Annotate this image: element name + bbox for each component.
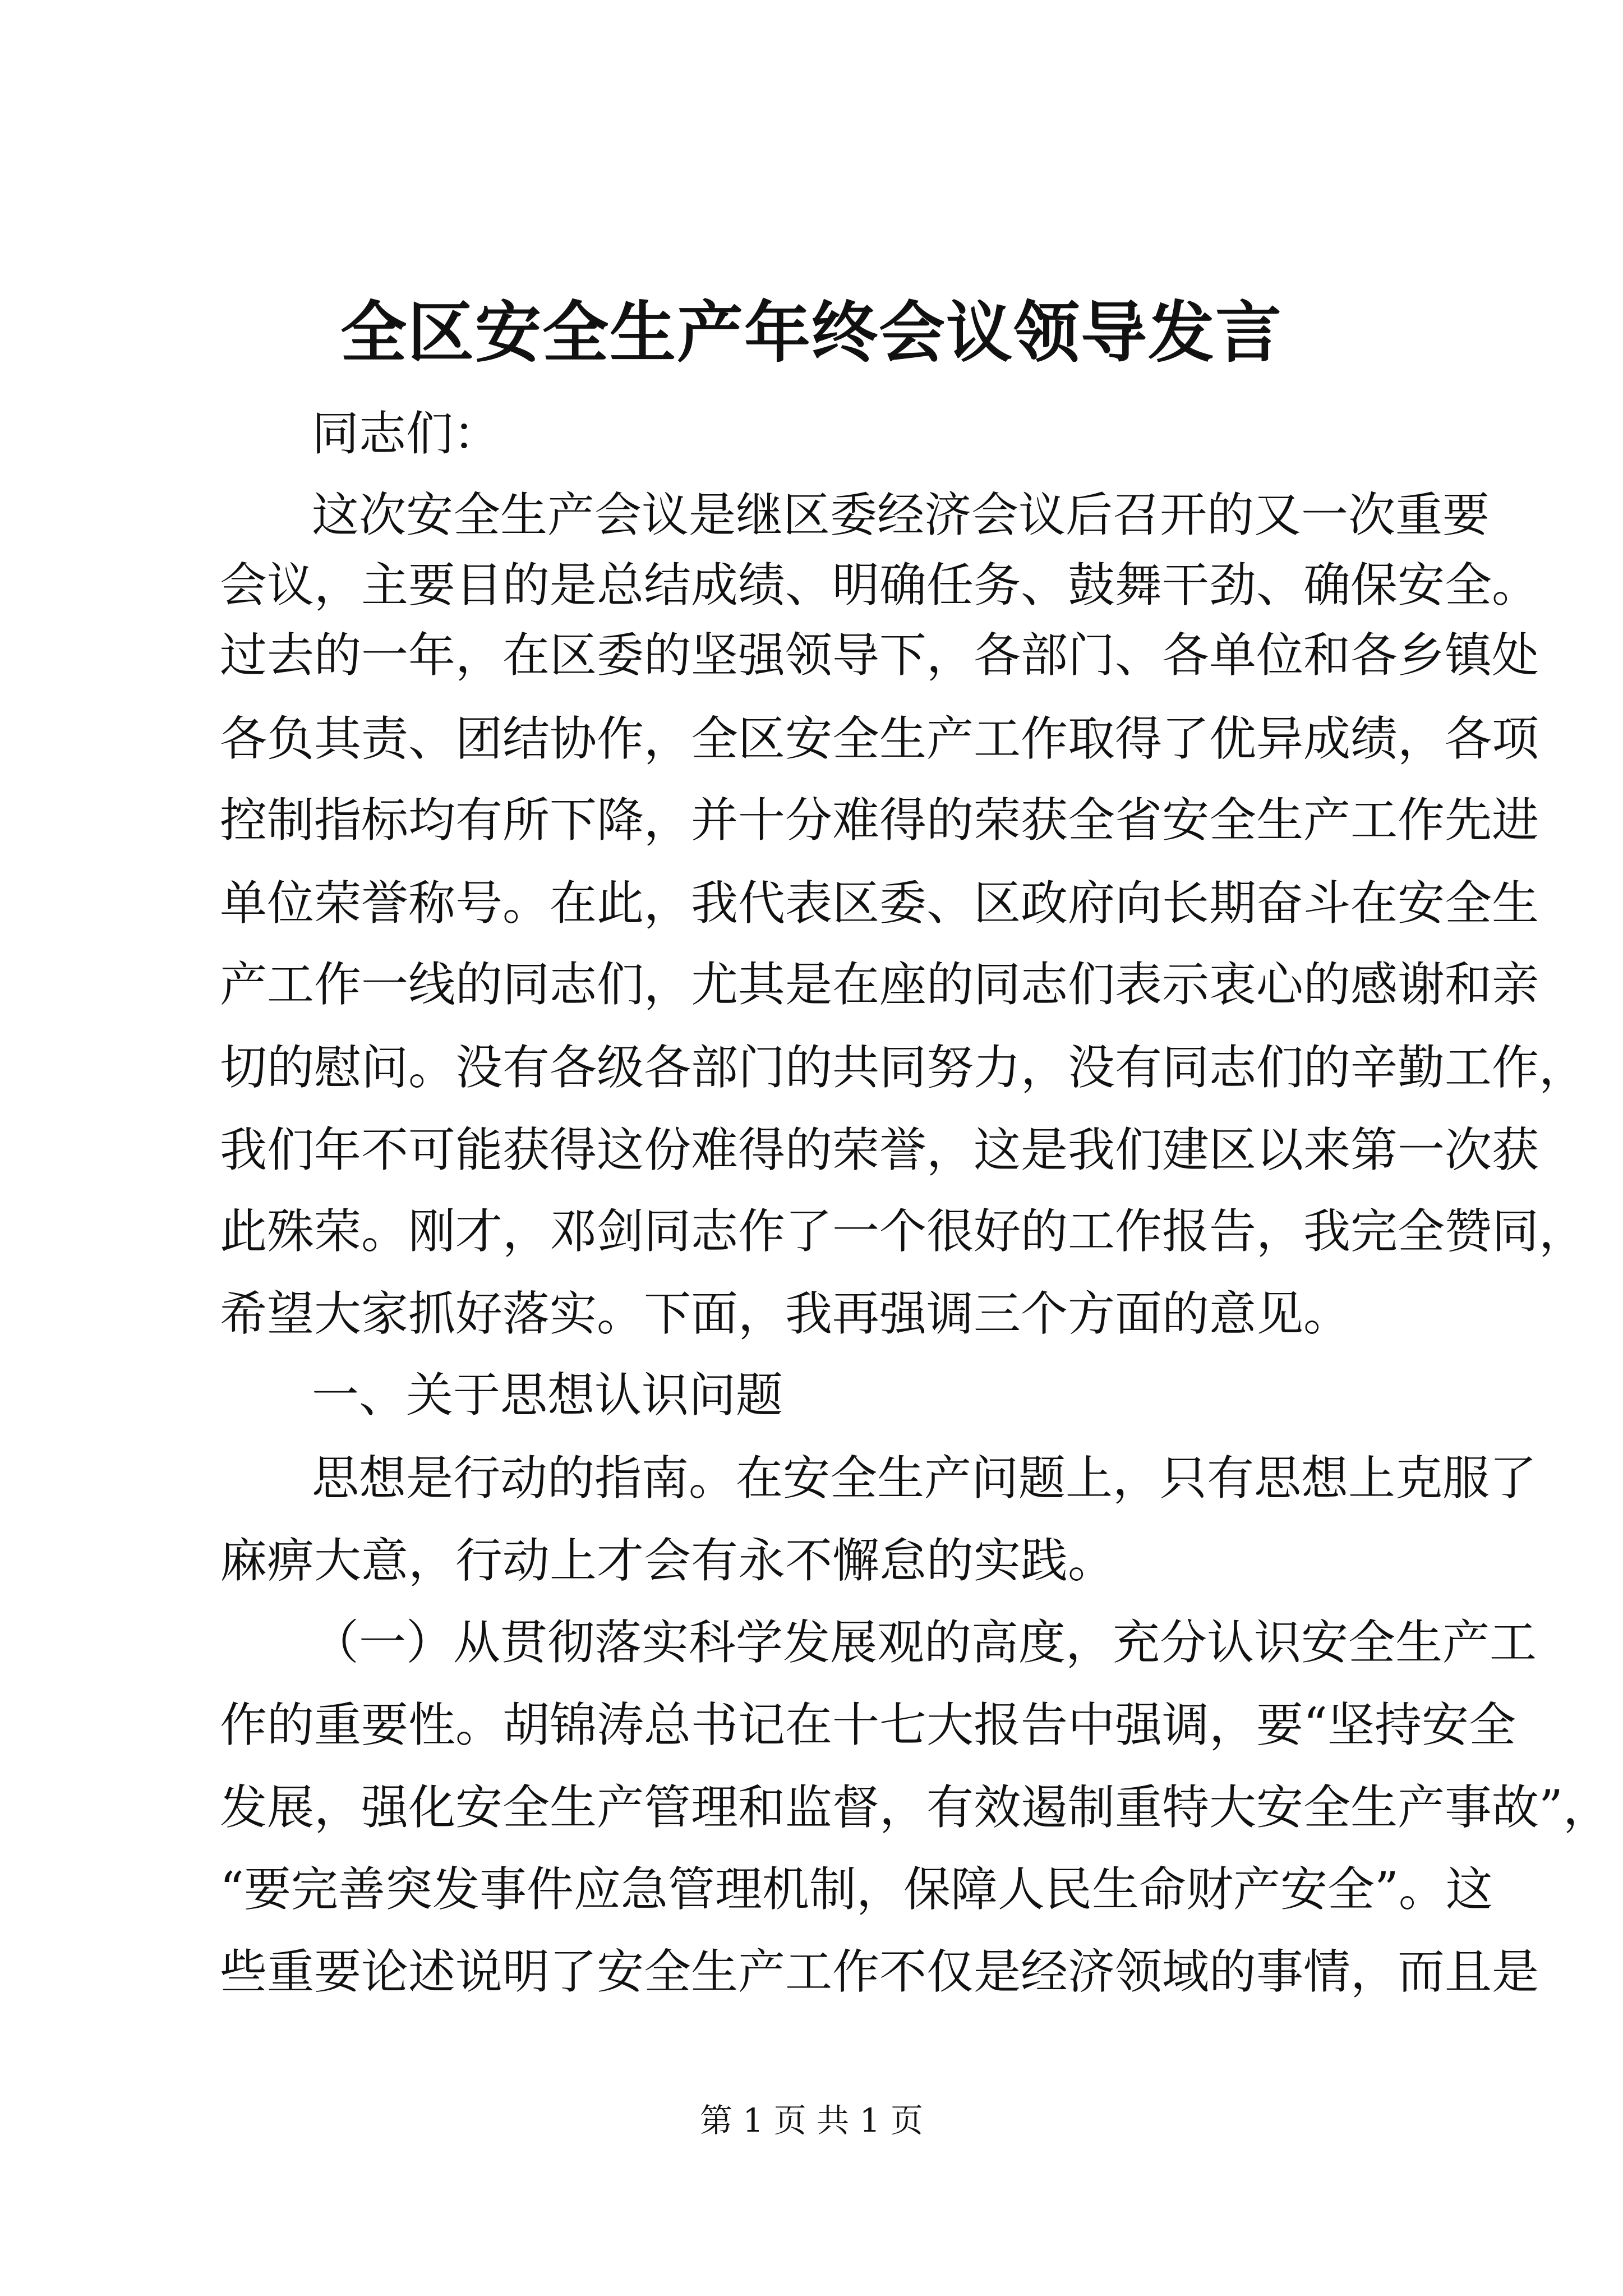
body-line-3: 过去的一年，在区委的坚强领导下，各部门、各单位和各乡镇处 bbox=[220, 628, 1539, 683]
body-line-17: 发展，强化安全生产管理和监督，有效遏制重特大安全生产事故”， bbox=[220, 1780, 1610, 1835]
salutation-line: 同志们： bbox=[312, 406, 501, 461]
body-line-7: 产工作一线的同志们，尤其是在座的同志们表示衷心的感谢和亲 bbox=[220, 957, 1539, 1012]
subsection-line-1: （一）从贯彻落实科学发展观的高度，充分认识安全生产工 bbox=[312, 1615, 1537, 1670]
body-line-1: 这次安全生产会议是继区委经济会议后召开的又一次重要 bbox=[312, 487, 1490, 542]
body-line-2: 会议，主要目的是总结成绩、明确任务、鼓舞干劲、确保安全。 bbox=[220, 558, 1539, 613]
document-title: 全区安全生产年终会议领导发言 bbox=[340, 293, 1283, 371]
body-line-4: 各负其责、团结协作，全区安全生产工作取得了优异成绩，各项 bbox=[220, 711, 1539, 766]
body-line-11: 希望大家抓好落实。下面，我再强调三个方面的意见。 bbox=[220, 1286, 1351, 1341]
body-line-16: 作的重要性。胡锦涛总书记在十七大报告中强调，要“坚持安全 bbox=[220, 1697, 1516, 1752]
body-line-18: “要完善突发事件应急管理机制，保障人民生命财产安全”。这 bbox=[220, 1862, 1493, 1917]
section-heading-1: 一、关于思想认识问题 bbox=[312, 1368, 783, 1423]
body-line-13: 思想是行动的指南。在安全生产问题上，只有思想上克服了 bbox=[312, 1451, 1537, 1506]
body-line-8: 切的慰问。没有各级各部门的共同努力，没有同志们的辛勤工作， bbox=[220, 1040, 1587, 1095]
body-line-10: 此殊荣。刚才，邓剑同志作了一个很好的工作报告，我完全赞同， bbox=[220, 1204, 1587, 1259]
body-line-6: 单位荣誉称号。在此，我代表区委、区政府向长期奋斗在安全生 bbox=[220, 876, 1539, 931]
body-line-19: 些重要论述说明了安全生产工作不仅是经济领域的事情，而且是 bbox=[220, 1944, 1539, 1999]
body-line-5: 控制指标均有所下降，并十分难得的荣获全省安全生产工作先进 bbox=[220, 793, 1539, 848]
body-line-14: 麻痹大意，行动上才会有永不懈怠的实践。 bbox=[220, 1533, 1115, 1588]
page-number-footer: 第 1 页 共 1 页 bbox=[700, 2101, 923, 2139]
body-line-9: 我们年不可能获得这份难得的荣誉，这是我们建区以来第一次获 bbox=[220, 1122, 1539, 1177]
